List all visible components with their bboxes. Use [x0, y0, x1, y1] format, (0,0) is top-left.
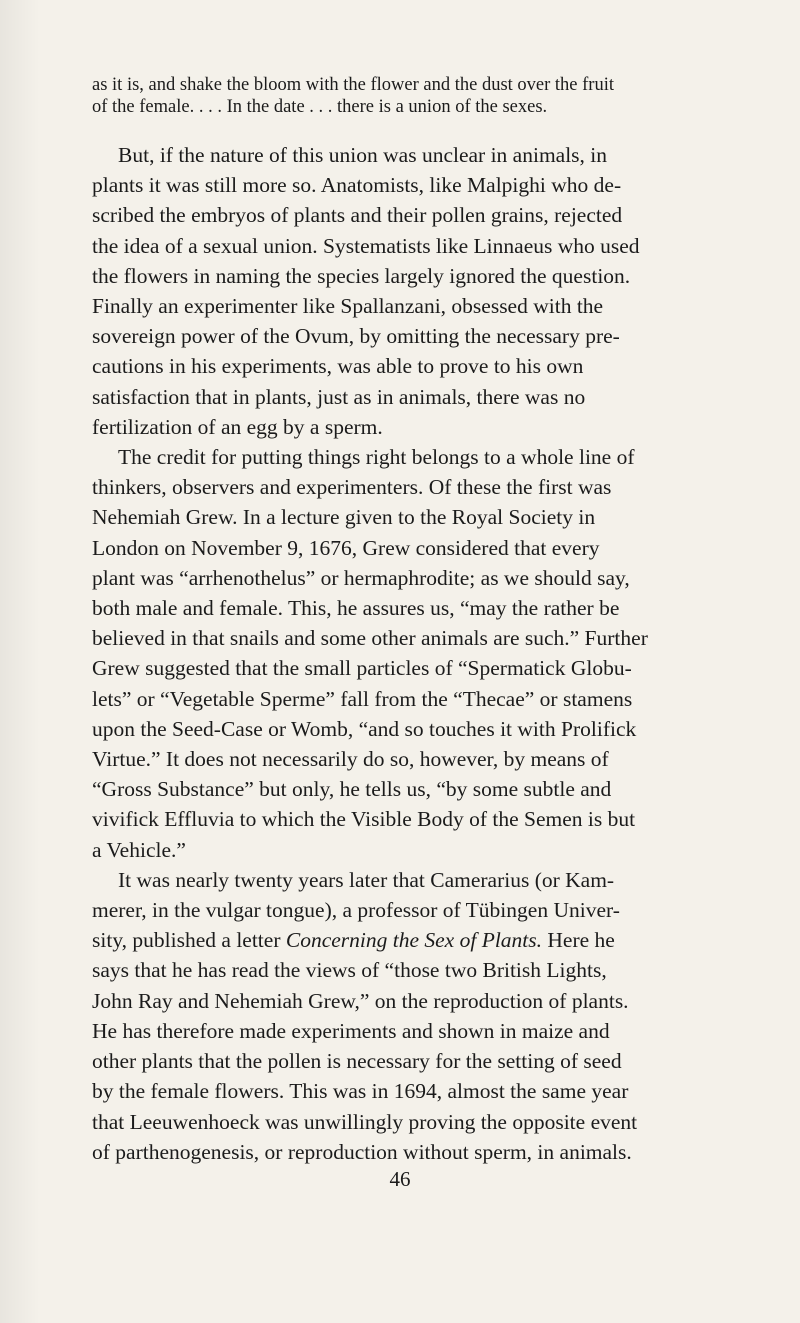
quotation-block: as it is, and shake the bloom with the flower and the dust over the fruit of the female. . . . In the date . . . there is a union of the sexes. [92, 75, 614, 117]
paragraph-3-text-before: It was nearly twenty years later that Camerarius (or Kam- merer, in the vulgar tongue), a professor of Tübingen Univer- sity, published a letter [92, 867, 620, 953]
book-title-italic: Concerning the Sex of Plants. [285, 928, 543, 953]
page-number: 46 [389, 1167, 411, 1191]
paragraph-3-text-after: Here he says that he has read the views of “those two British Lights, John Ray and Nehemiah Grew,” on the reproduction of plants. He has therefore made experiments and shown in maize and other plants that the pollen is necessary for the setting of seed by the female flowers. This was in 1694, almost the same year that Leeuwenhoeck was unwillingly proving the opposite event of parthenogenesis, or reproduction without sperm, in animals. [92, 928, 638, 1164]
paragraph-1: But, if the nature of this union was unclear in animals, in plants it was still more so. Anatomists, like Malpighi who de- scribed the embryos of plants and their pollen grains, rejected the idea of a sexual union. Systematists like Linnaeus who used the flowers in naming the species largely ignored the question. Finally an experimenter like Spallanzani, obsessed with the sovereign power of the Ovum, by omitting the necessary pre- cautions in his experiments, was able to prove to his own satisfaction that in plants, just as in animals, there was no fertilization of an egg by a sperm. [92, 143, 640, 439]
page-edge-shadow [0, 0, 40, 1323]
paragraph-3 [92, 865, 782, 1167]
paragraph-2: The credit for putting things right belongs to a whole line of thinkers, observers and experimenters. Of these the first was Nehemiah Grew. In a lecture given to the Royal Society in London on November 9, 1676, Grew considered that every plant was “arrhenothelus” or hermaphrodite; as we should say, both male and female. This, he assures us, “may the rather be believed in that snails and some other animals are such.” Further Grew suggested that the small particles of “Spermatick Globu- lets” or “Vegetable Sperme” fall from the “Thecae” or stamens upon the Seed-Case or Womb, “and so touches it with Prolifick Virtue.” It does not necessarily do so, however, by means of “Gross Substance” but only, he tells us, “by some subtle and vivifick Effluvia to which the Visible Body of the Semen is but a Vehicle.” [92, 445, 648, 862]
body-text [92, 140, 782, 1167]
